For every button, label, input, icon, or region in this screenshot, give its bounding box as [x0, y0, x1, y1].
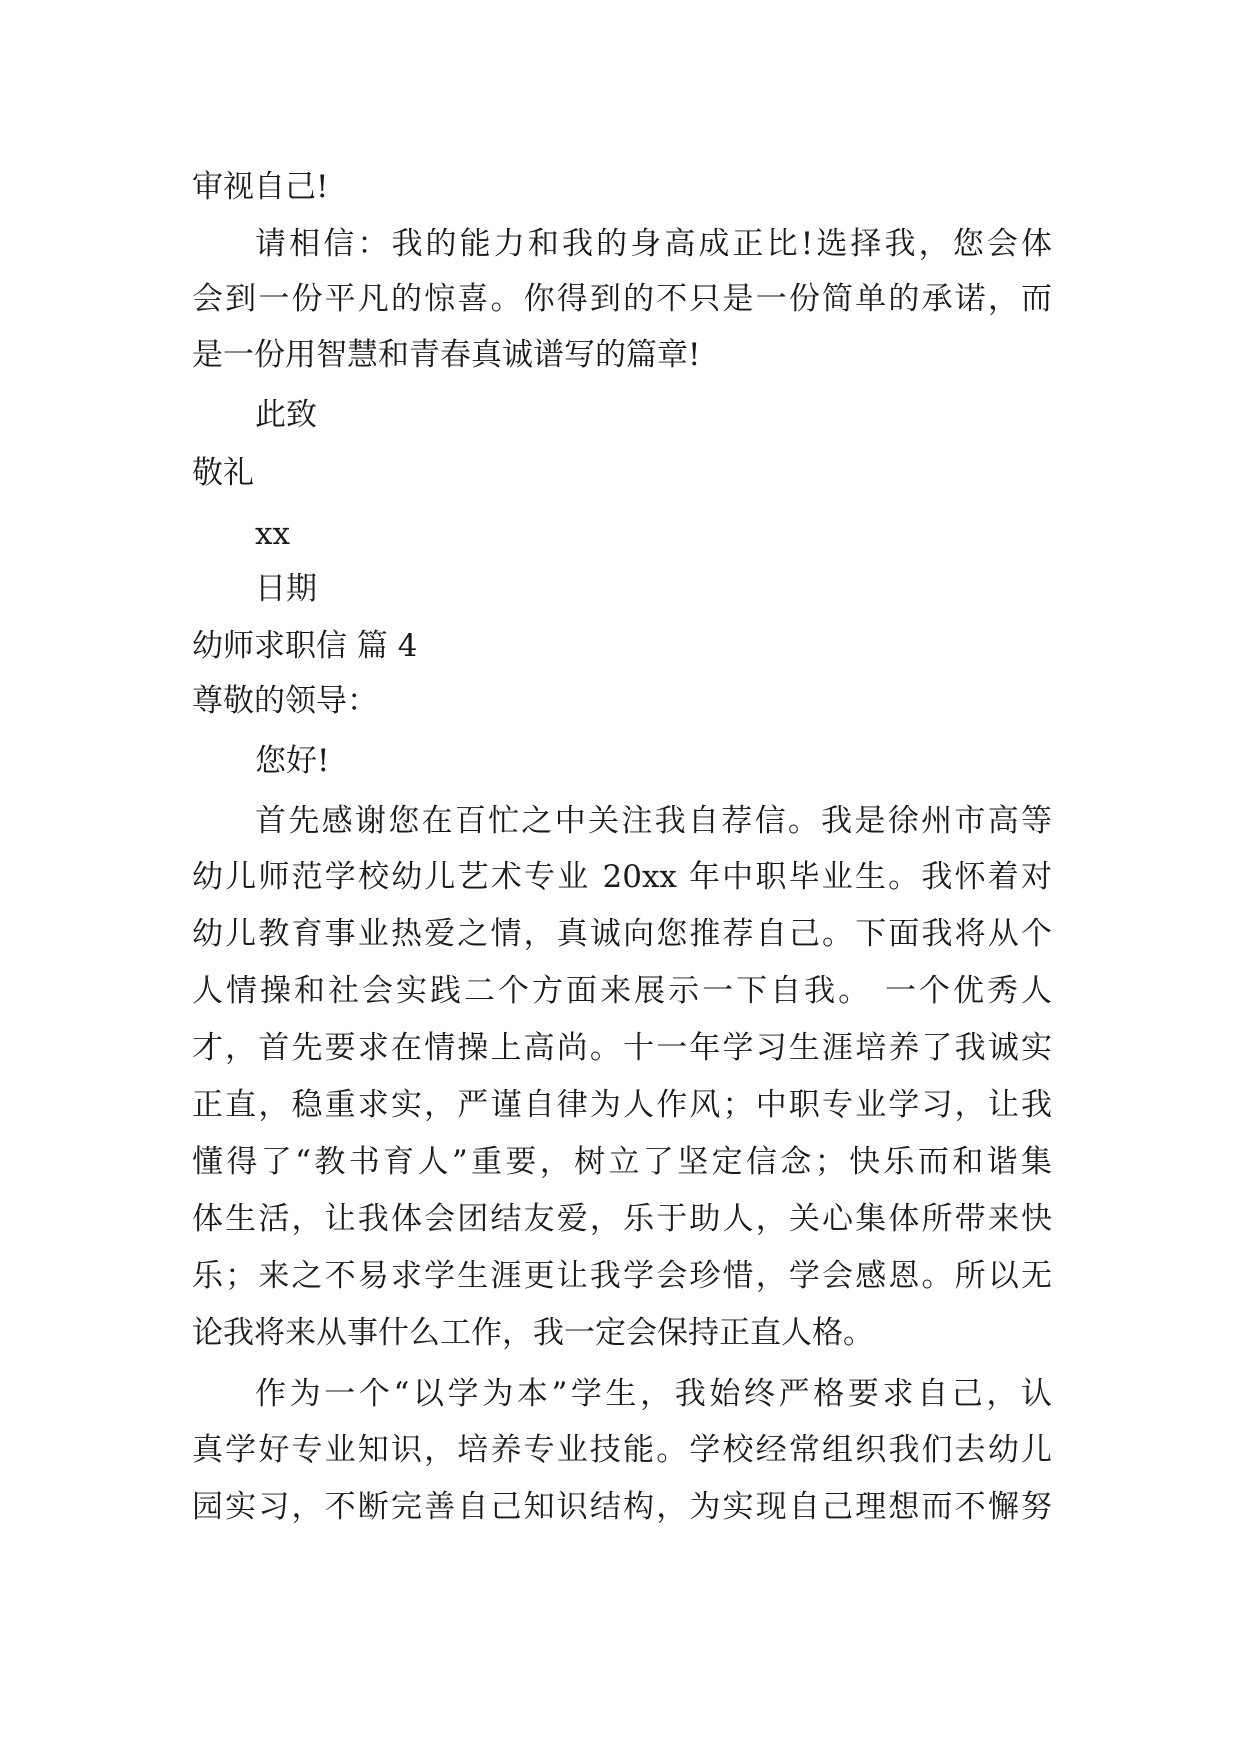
- paragraph-line: 园实习，不断完善自己知识结构，为实现自己理想而不懈努: [192, 1489, 1052, 1525]
- section-heading: 幼师求职信 篇 4: [192, 628, 418, 664]
- paragraph-line: 作为一个“以学为本”学生，我始终严格要求自己，认: [255, 1376, 1052, 1412]
- paragraph-line: 幼儿教育事业热爱之情，真诚向您推荐自己。下面我将从个: [192, 916, 1052, 952]
- paragraph-line: 懂得了“教书育人”重要，树立了坚定信念；快乐而和谐集: [192, 1144, 1052, 1180]
- signature-name: xx: [255, 516, 290, 552]
- signature-date: 日期: [255, 571, 317, 607]
- paragraph-line: 乐；来之不易求学生涯更让我学会珍惜，学会感恩。所以无: [192, 1258, 1052, 1294]
- greeting: 您好!: [255, 743, 330, 779]
- paragraph-line: 请相信：我的能力和我的身高成正比!选择我，您会体: [255, 226, 1052, 262]
- paragraph-line: 才，首先要求在情操上高尚。十一年学习生涯培养了我诚实: [192, 1030, 1052, 1066]
- text-line: 审视自己!: [192, 169, 329, 205]
- salutation: 尊敬的领导：: [192, 683, 378, 719]
- paragraph-line: 幼儿师范学校幼儿艺术专业 20xx 年中职毕业生。我怀着对: [192, 859, 1052, 895]
- closing-salute: 敬礼: [192, 455, 254, 491]
- paragraph-line: 是一份用智慧和青春真诚谱写的篇章!: [192, 337, 701, 373]
- paragraph-line: 首先感谢您在百忙之中关注我自荐信。我是徐州市高等: [255, 803, 1052, 839]
- paragraph-line: 人情操和社会实践二个方面来展示一下自我。 一个优秀人: [192, 973, 1052, 1009]
- paragraph-line: 正直，稳重求实，严谨自律为人作风；中职专业学习，让我: [192, 1087, 1052, 1123]
- paragraph-line: 真学好专业知识，培养专业技能。学校经常组织我们去幼儿: [192, 1432, 1052, 1468]
- paragraph-line: 会到一份平凡的惊喜。你得到的不只是一份简单的承诺，而: [192, 281, 1052, 317]
- closing-line: 此致: [255, 397, 317, 433]
- paragraph-line: 体生活，让我体会团结友爱，乐于助人，关心集体所带来快: [192, 1201, 1052, 1237]
- paragraph-line: 论我将来从事什么工作，我一定会保持正直人格。: [192, 1315, 874, 1351]
